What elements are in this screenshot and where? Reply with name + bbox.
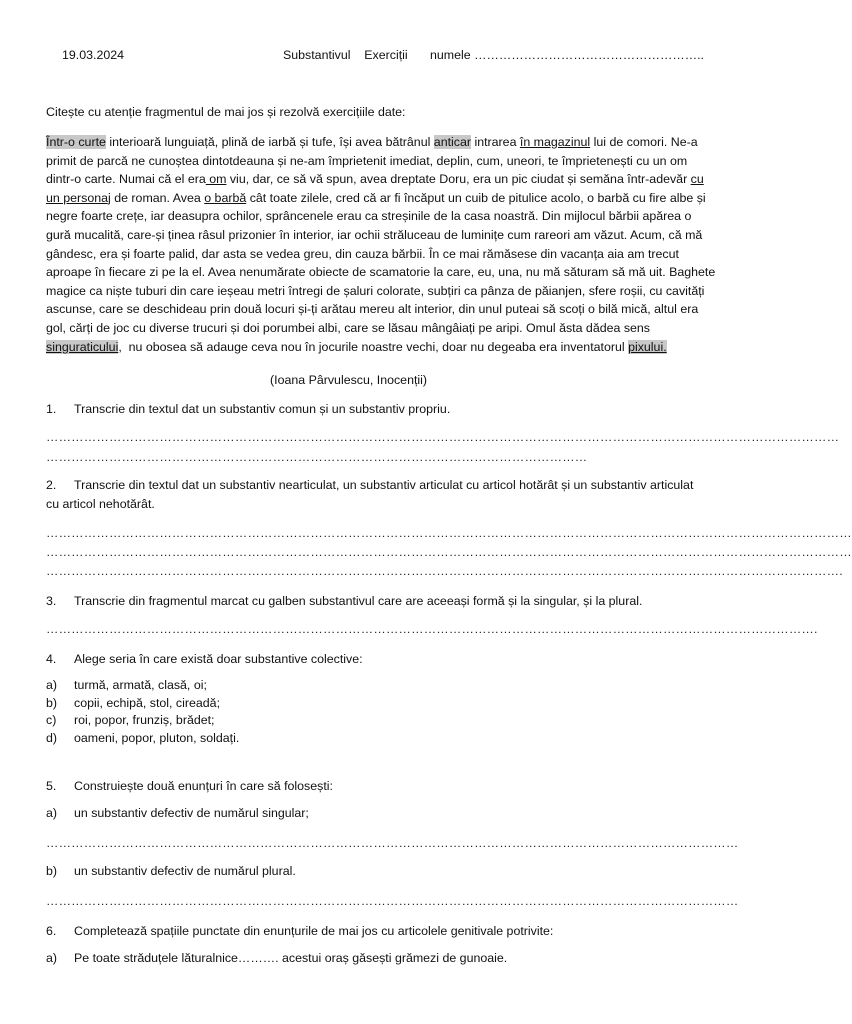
option-label: c) xyxy=(46,713,57,727)
option-d[interactable] xyxy=(46,731,239,745)
part-label: a) xyxy=(46,951,58,965)
part-text: un substantiv defectiv de numărul plural. xyxy=(74,864,296,878)
worksheet-title: Substantivul Exerciții xyxy=(283,48,408,62)
passage-text: lui de comori. Ne-a xyxy=(590,135,698,149)
answer-line[interactable]: ………………………………………………………………………………………………………………………………………………………………………… xyxy=(46,545,852,559)
passage-text: viu, dar, ce să vă spun, avea dreptate Doru, era un pic ciudat și semăna într-adevăr xyxy=(226,172,691,187)
passage-text: cât toate zilele, cred că ar fi încăput un cuib de pitulice acolo, o barbă cu fire albe și xyxy=(246,190,706,205)
question-number: 6. xyxy=(46,924,57,938)
passage-line xyxy=(46,170,726,189)
underlined-phrase: un personaj xyxy=(46,190,111,205)
question-number: 4. xyxy=(46,652,57,666)
answer-line[interactable]: ………………………………………………………………………………………………………………………………………………… xyxy=(46,836,739,850)
question-text: Transcrie din textul dat un substantiv comun și un substantiv propriu. xyxy=(74,402,451,416)
option-label: a) xyxy=(46,678,58,692)
answer-line[interactable]: ……………………………………………………………………………………………………………………………………………………………………… xyxy=(46,430,840,444)
passage-text: intrarea xyxy=(471,135,520,149)
question-text: Alege seria în care există doar substantive colective: xyxy=(74,652,363,666)
question-5 xyxy=(46,777,726,796)
part-text: un substantiv defectiv de numărul singular; xyxy=(74,806,309,820)
passage-line: aproape în fiecare zi pe la el. Avea nenumărate obiecte de scamatorie la care, eu, una, nu mă săturam să mă uit. Baghete xyxy=(46,265,716,280)
question-text: Completează spațiile punctate din enunțurile de mai jos cu articolele genitivale potrivite: xyxy=(74,924,554,938)
instruction: Citește cu atenție fragmentul de mai jos și rezolvă exercițiile date: xyxy=(46,105,406,119)
passage-line xyxy=(46,133,726,152)
highlighted-word: singuraticului xyxy=(46,339,119,354)
passage-line: gândesc, era și foarte palid, dar asta se vedea greu, din cauza bărbii. În ce mai rămăsese din vacanța aia am trecut xyxy=(46,246,679,261)
question-number: 2. xyxy=(46,478,57,492)
question-5-part-b xyxy=(46,864,296,878)
passage-line: magice ca niște tuburi din care ieșeau metri întregi de șaluri colorate, subțiri ca pânza de păianjen, sfere roșii, cu cavități xyxy=(46,283,705,298)
option-b[interactable] xyxy=(46,696,220,710)
passage-text: interioară lunguiață, plină de iarbă și tufe, își avea bătrânul xyxy=(105,135,434,149)
answer-line[interactable]: ………………………………………………………………………………………………………………… xyxy=(46,450,588,464)
date: 19.03.2024 xyxy=(62,48,125,62)
option-c[interactable] xyxy=(46,713,215,727)
option-a[interactable] xyxy=(46,678,207,692)
highlighted-phrase: Într-o curte xyxy=(46,135,106,149)
underlined-word: om xyxy=(205,172,227,187)
question-text: Transcrie din fragmentul marcat cu galben substantivul care are aceeași formă și la singular, și la plural. xyxy=(74,594,643,608)
question-text: Transcrie din textul dat un substantiv nearticulat, un substantiv articulat cu articol hotărât și un substantiv articulat xyxy=(74,478,694,492)
answer-line[interactable]: ………………………………………………………………………………………………………………………………………………………………………. xyxy=(46,564,843,578)
option-label: b) xyxy=(46,696,58,710)
passage-text: de roman. Avea xyxy=(110,190,205,205)
question-line xyxy=(46,476,726,495)
passage-text: dintr-o carte. Numai că el era xyxy=(46,172,206,187)
name-field-label: numele ……………………………………………….. xyxy=(430,48,704,62)
question-4 xyxy=(46,650,726,669)
answer-line[interactable]: ………………………………………………………………………………………………………………………………………………………………………… xyxy=(46,526,852,540)
passage-text: , nu obosea să adauge ceva nou în jocurile noastre vechi, doar nu degeaba era inventatorul xyxy=(118,339,629,354)
question-2 xyxy=(46,476,726,513)
answer-line[interactable]: ………………………………………………………………………………………………………………………………………………… xyxy=(46,894,739,908)
highlighted-word: anticar xyxy=(433,135,471,149)
question-1 xyxy=(46,400,726,419)
option-text: copii, echipă, stol, cireadă; xyxy=(74,696,221,710)
question-number: 3. xyxy=(46,594,57,608)
question-text: Construiește două enunțuri în care să folosești: xyxy=(74,779,333,793)
passage-line: ascunse, care se deschideau prin două locuri și-ți arătau mereu alt interior, din unul puteai să scoți o bilă mică, altul era xyxy=(46,302,699,317)
passage-line: negre foarte crețe, iar deasupra ochilor, sprâncenele erau ca streșinile de la casa noastră. Din mijlocul bărbii apărea o xyxy=(46,209,692,224)
part-text: Pe toate străduțele lăturalnice………. acestui oraș găsești grămezi de gunoaie. xyxy=(74,951,508,965)
question-number: 5. xyxy=(46,779,57,793)
question-3 xyxy=(46,592,726,611)
option-text: roi, popor, frunziș, brădet; xyxy=(74,713,215,727)
highlighted-word: pixului. xyxy=(628,339,667,354)
passage-line: primit de parcă ne cunoștea dintotdeauna și ne-am împrietenit imediat, deplin, cum, uneori, te împrietenești cu un om xyxy=(46,153,688,168)
passage-line xyxy=(46,189,726,208)
option-label: d) xyxy=(46,731,58,745)
source-citation: (Ioana Pârvulescu, Inocenții) xyxy=(270,373,428,387)
passage-line: gură mucalită, care-și ținea râsul prizonier în interior, iar ochii străluceau de luminițe cum rareori am văzut. Acum, că mă xyxy=(46,227,703,242)
passage-line xyxy=(46,338,726,357)
answer-line[interactable]: …………………………………………………………………………………………………………………………………………………………………. xyxy=(46,622,818,636)
reading-passage xyxy=(46,133,726,356)
underlined-word: cu xyxy=(690,172,704,187)
question-6-part-a xyxy=(46,951,507,965)
underlined-phrase: o barbă xyxy=(204,190,247,205)
option-text: oameni, popor, pluton, soldați. xyxy=(74,731,240,745)
part-label: a) xyxy=(46,806,58,820)
question-text: cu articol nehotărât. xyxy=(46,496,155,511)
option-text: turmă, armată, clasă, oi; xyxy=(74,678,207,692)
question-6 xyxy=(46,922,726,941)
passage-line: gol, cărți de joc cu diverse trucuri și doi porumbei albi, care se lăsau mângâiați pe aripi. Omul ăsta dădea sens xyxy=(46,320,651,335)
part-label: b) xyxy=(46,864,58,878)
question-5-part-a xyxy=(46,806,309,820)
question-number: 1. xyxy=(46,402,57,416)
underlined-phrase: în magazinul xyxy=(519,135,591,149)
